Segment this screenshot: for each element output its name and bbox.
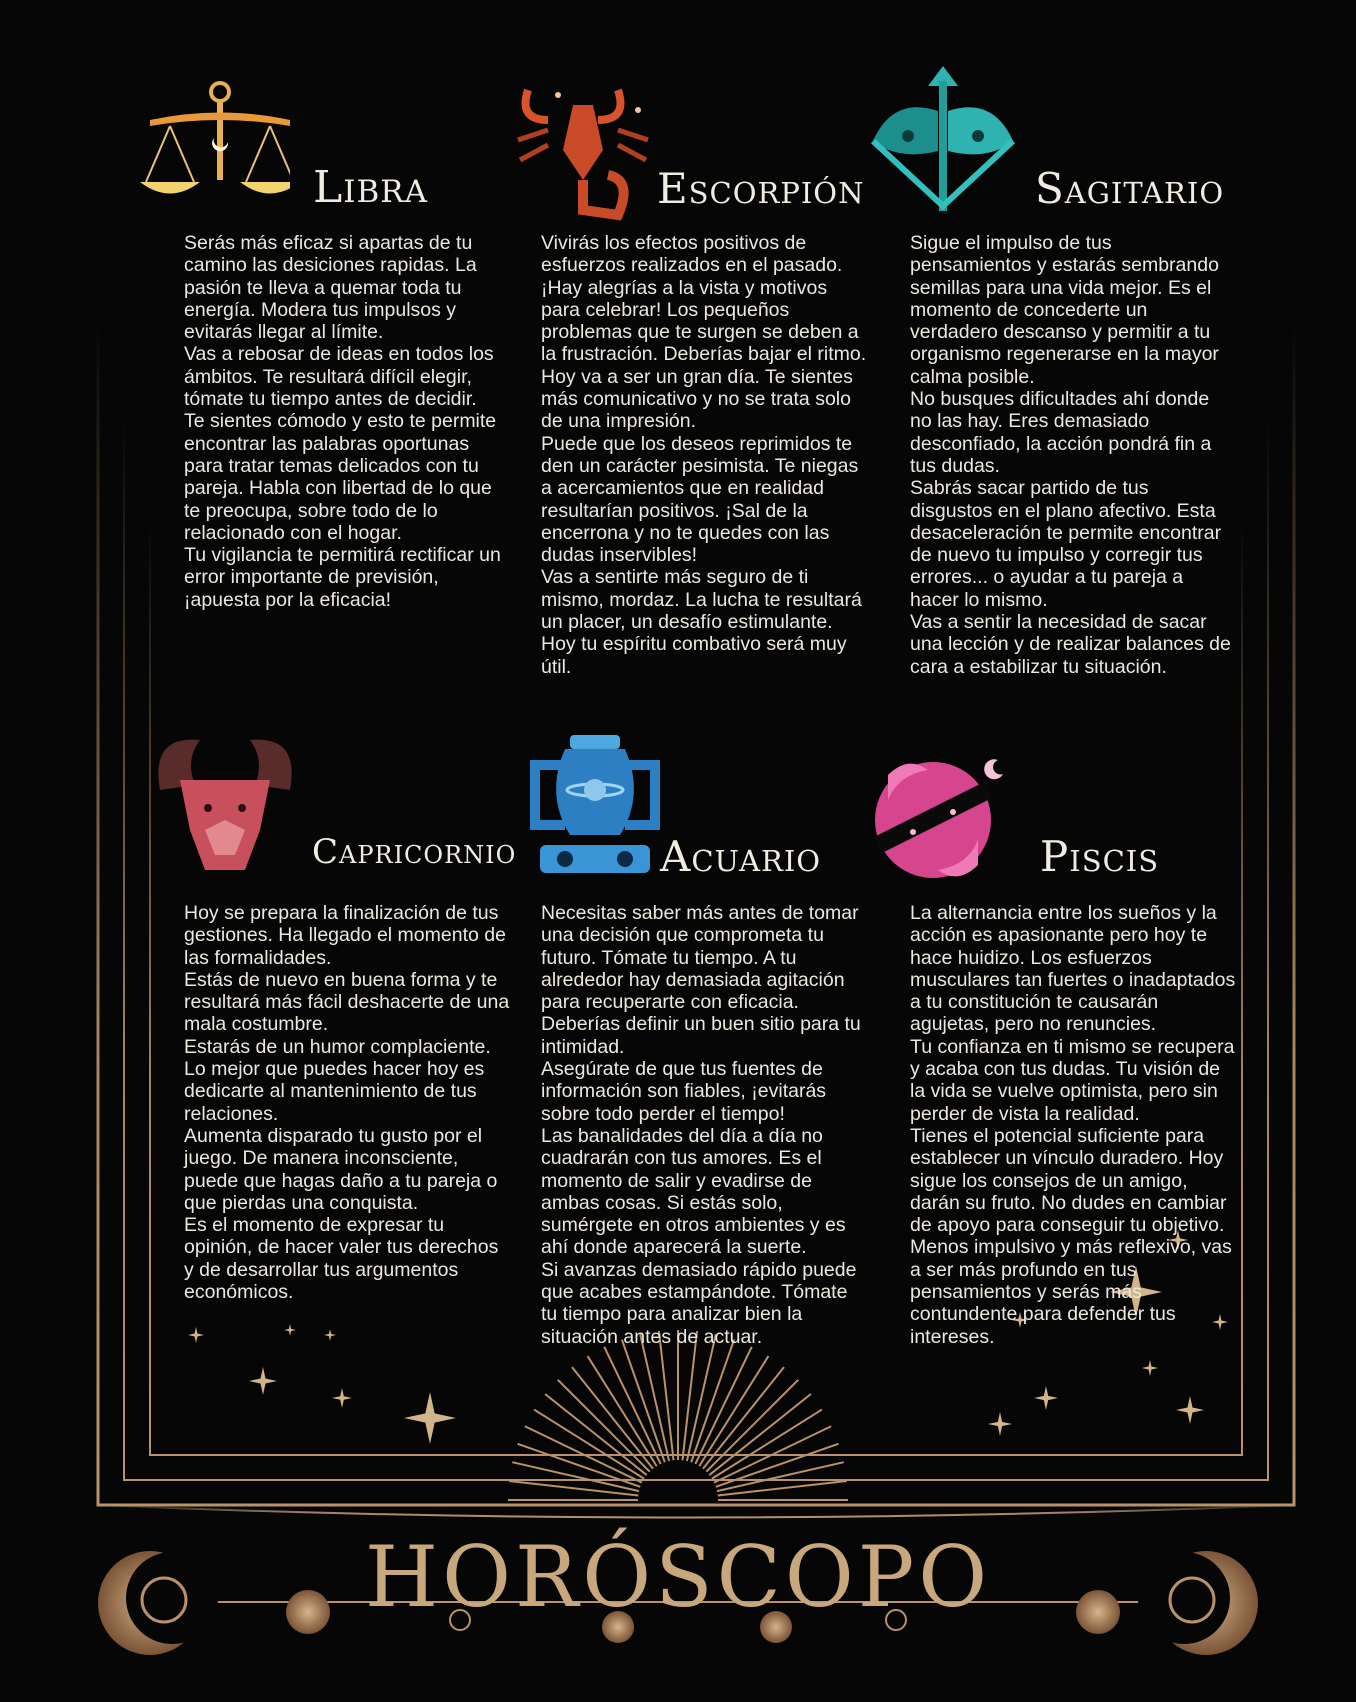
capricornio-horoscope-text [184,902,510,1303]
sagitario-paragraph: Vas a sentir la necesidad de sacar una lección y de realizar balances de cara a estabilizar tu situación. [910,611,1231,678]
piscis-paragraph: Menos impulsivo y más reflexivo, vas a ser más profundo en tus pensamientos y serás más contundente para defender tus intereses. [910,1236,1232,1348]
sunburst-ray [709,1394,811,1475]
sunburst-ray [545,1394,647,1475]
sunburst-rays [508,1330,848,1500]
escorpion-paragraph: Puede que los deseos reprimidos te den un carácter pesimista. Te niegas a acercamientos que en realidad resultarían positivos. ¡Sal de la encerrona y no te quedes con las dudas inservibles! [541,432,859,567]
libra-paragraph: Tu vigilancia te permitirá rectificar un error importante de previsión, ¡apuesta por la eficacia! [184,544,501,611]
piscis-paragraph: La alternancia entre los sueños y la acción es apasionante pero hoy te hace huidizo. Los esfuerzos musculares tan fuertes o inadaptados a tu constitución te causarán agujetas, pero no renuncies. [910,902,1236,1036]
star-sparkle [1142,1360,1158,1376]
escorpion-horoscope-text [541,232,867,678]
capricornio-paragraph: Aumenta disparado tu gusto por el juego. De manera inconsciente, puede que hagas daño a tu pareja o que pierdas una conquista. [184,1124,498,1214]
sunburst-ray [695,1347,751,1464]
capricornio-paragraph: Hoy se prepara la finalización de tus gestiones. Ha llegado el momento de las formalidades. [184,902,506,969]
star-sparkle [188,1327,204,1343]
sunburst-ray [558,1380,650,1472]
capricornio-paragraph: Estás de nuevo en buena forma y te resultará más fácil deshacerte de una mala costumbre. [184,968,510,1036]
sunburst-ray [706,1380,798,1472]
sunburst-ray [717,1462,844,1491]
star-sparkle [404,1392,456,1444]
piscis-paragraph: Tienes el potencial suficiente para establecer un vínculo duradero. Hoy sigue los consejos de un amigo, darán su fruto. No dudes en cambiar de apoyo para conseguir tu objetivo. [910,1124,1227,1237]
sunburst-ray [718,1481,847,1496]
capricornio-paragraph: Estarás de un humor complaciente. Lo mejor que puedes hacer hoy es dedicarte al mantenimiento de tus relaciones. [184,1035,491,1125]
piscis-title: Piscis [1040,832,1160,881]
sunburst-ray [604,1347,660,1464]
acuario-horoscope-text [541,902,867,1348]
piscis-horoscope-text [910,902,1236,1348]
sunburst-ray [703,1367,784,1469]
sunburst-ray [640,1334,669,1461]
star-sparkle [1034,1386,1058,1410]
sunburst-ray [682,1331,697,1460]
libra-paragraph: Serás más eficaz si apartas de tu camino las desiciones rapidas. La pasión te lleva a quemar toda tu energía. Modera tus impulsos y evitarás llegar al límite. [184,232,477,344]
star-sparkle [1176,1396,1204,1424]
acuario-paragraph: Si avanzas demasiado rápido puede que acabes estampándote. Tómate tu tiempo para analizar bien la situación antes de actuar. [541,1258,857,1348]
sagitario-paragraph: Sigue el impulso de tus pensamientos y estarás sembrando semillas para una vida mejor. Es el momento de concederte un verdadero descanso y permitir a tu organismo regenerarse en la mayor calma posible. [910,232,1219,388]
page-title: HORÓSCOPO [364,1528,992,1626]
acuario-title: Acuario [660,832,822,881]
acuario-paragraph: Asegúrate de que tus fuentes de información son fiables, ¡evitarás sobre todo perder el tiempo! [541,1058,827,1125]
sunburst-ray [509,1481,638,1496]
libra-paragraph: Te sientes cómodo y esto te permite encontrar las palabras oportunas para tratar temas delicados con tu pareja. Habla con libertad de lo que te preocupa, sobre todo de lo relacionado con el hogar. [184,410,497,544]
scorpio-scorpion-icon [508,80,658,230]
escorpion-title: Escorpión [657,164,865,213]
acuario-paragraph: Las banalidades del día a día no cuadrarán con tus amores. Es el momento de salir y evadirse de ambas cosas. Si estás solo, sumérgete en otros ambientes y es ahí donde aparecerá la suerte. [541,1124,846,1259]
libra-paragraph: Vas a rebosar de ideas en todos los ámbitos. Te resultará difícil elegir, tómate tu tiempo antes de decidir. [184,343,494,411]
acuario-paragraph: Necesitas saber más antes de tomar una decisión que comprometa tu futuro. Tómate tu tiempo. A tu alrededor hay demasiada agitación para recuperarte con eficacia. Deberías definir un buen sitio para tu intimidad. [541,902,861,1058]
star-sparkle [332,1388,352,1408]
capricornio-paragraph: Es el momento de expresar tu opinión, de hacer valer tus derechos y de desarrollar tus argumentos económicos. [184,1214,499,1304]
sunburst-ray [659,1331,674,1460]
sagitario-horoscope-text [910,232,1236,678]
libra-scales-icon [140,70,290,220]
star-sparkle [284,1324,296,1336]
escorpion-paragraph: Hoy va a ser un gran día. Te sientes más comunicativo y no se trata solo de una impresión. [541,365,853,433]
capricornio-title: Capricornio [312,832,517,872]
capricorn-goat-icon [150,730,300,880]
aquarius-vase-icon [530,735,680,885]
star-sparkle [249,1367,277,1395]
sunburst-ray [512,1462,639,1491]
sagitario-paragraph: Sabrás sacar partido de tus disgustos en el plano afectivo. Esta desaceleración te permite encontrar de nuevo tu impulso y corregir tus errores... o ayudar a tu pareja a hacer lo mismo. [910,477,1222,611]
libra-horoscope-text [184,232,510,611]
star-sparkle [988,1412,1012,1436]
star-sparkle [324,1329,336,1341]
escorpion-paragraph: Vivirás los efectos positivos de esfuerzos realizados en el pasado. ¡Hay alegrías a la vista y motivos para celebrar! Los pequeños problemas que te surgen se deben a la frustración. Deberías bajar el ritmo. [541,232,867,366]
escorpion-paragraph: Vas a sentirte más seguro de ti mismo, mordaz. La lucha te resultará un placer, un desafío estimulante. Hoy tu espíritu combativo será muy útil. [541,566,862,678]
sagitario-paragraph: No busques dificultades ahí donde no las hay. Eres demasiado desconfiado, la acción pondrá fin a tus dudas. [910,388,1212,477]
libra-title: Libra [313,162,428,213]
sunburst-ray [687,1334,716,1461]
sunburst-ray [572,1367,653,1469]
sagitario-title: Sagitario [1035,164,1225,213]
piscis-paragraph: Tu confianza en ti mismo se recupera y acaba con tus dudas. Tu visión de la vida se vuelve optimista, pero sin perder de vista la realidad. [910,1035,1235,1125]
pisces-fish-icon [858,750,1008,900]
sagittarius-arrow-icon [868,66,1018,216]
